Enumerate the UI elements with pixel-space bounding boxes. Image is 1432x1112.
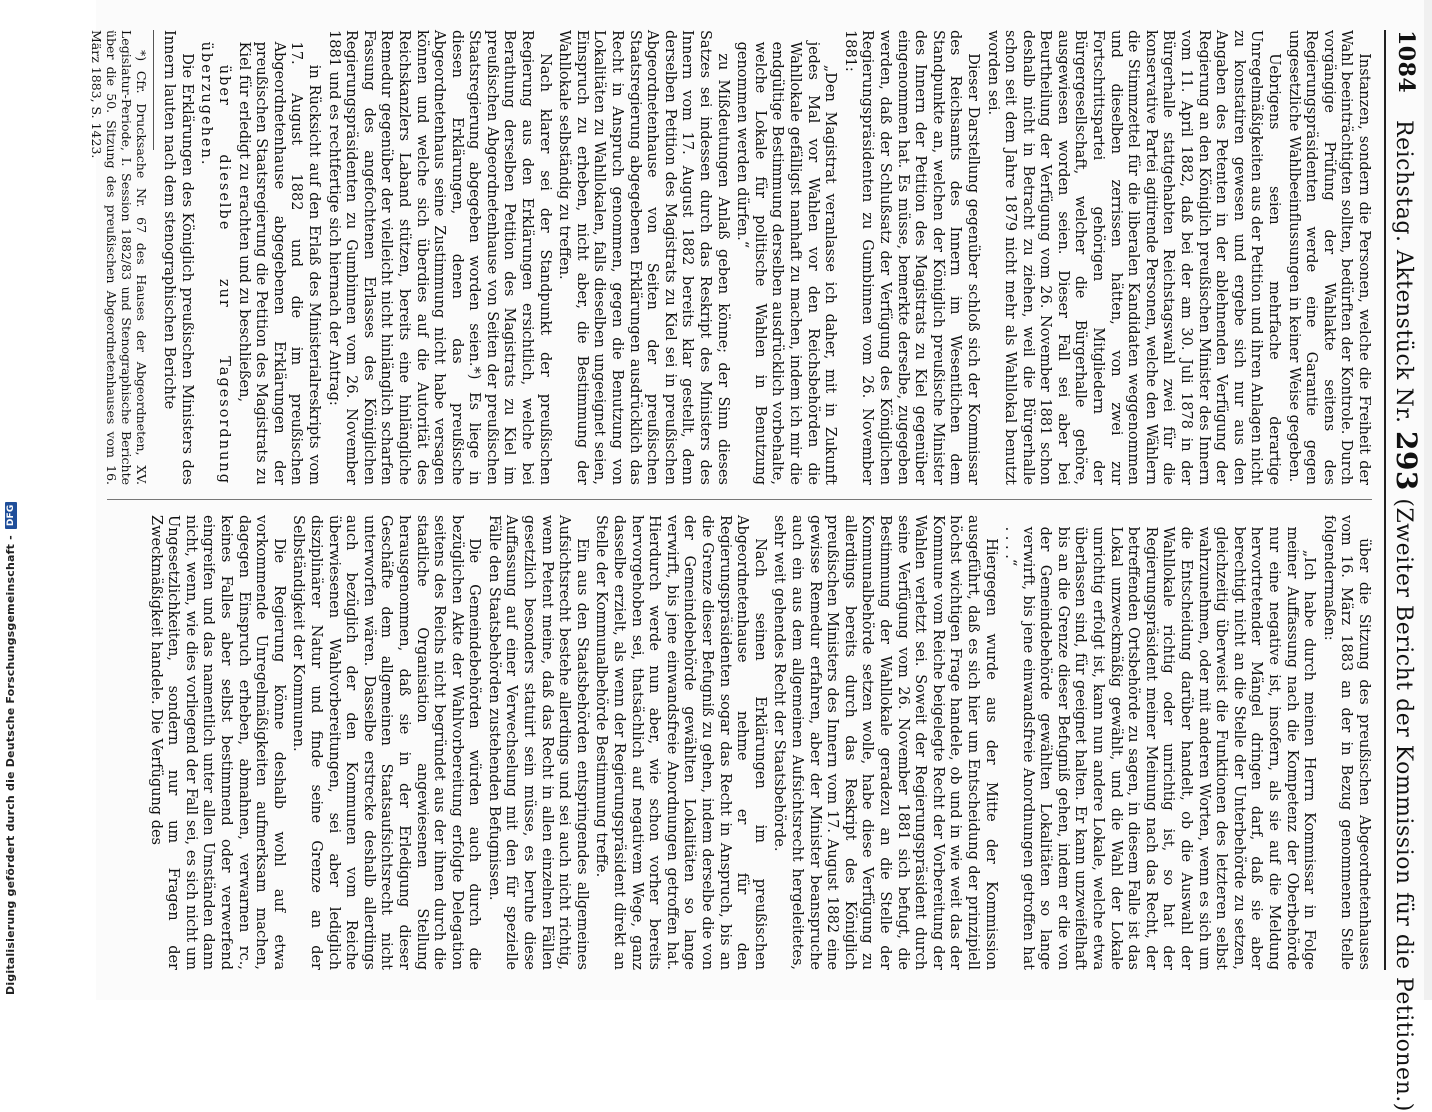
digitization-credit: [4, 502, 17, 995]
minister-quote: „Ich habe durch meinen Herrn Kommissar in Folge meiner Auffassung nach die Kompetenz der Oberbehörde nur eine negative ist, insofern, als sie auf die Meldung hervortretender Mängel dringen darf, daß sie aber berechtigt nicht an die Stelle der Unterbehörde zu setzen, gleichzeitig überweist die Funktionen des letzteren selbst wahrzunehmen, oder mit anderen Worten, wenn es sich um die Entscheidung darüber handelt, ob die Auswahl der Wahllokale richtig oder unrichtig ist, so hat der Regierungspräsident meiner Meinung nach das Recht, der betreffenden Ortsbehörde zu sagen, in diesem Falle ist das Lokal unzweckmäßig gewählt, und die Wahl der Lokale unrichtig erfolgt ist, kann nun andere Lokale, welche etwa überlassen sind, für geeignet halten. Er kann unzweifelhaft bis an die Grenze dieser Befugniß gehen, indem er die von der Gemeindebehörde gewählten Lokalitäten so lange verwirft, bis jene einwandsfreie Anordnungen getroffen hat . . . .“: [1002, 526, 1318, 970]
motion-conclusion: über dieselbe zur Tagesordnung überzugehen.: [198, 41, 232, 485]
paragraph: Hiergegen wurde aus der Mitte der Kommission ausgeführt, daß es sich hier um Entscheidung der prinzipiell höchst wichtigen Frage handele, ob und in wie weit das der Kommune vom Reiche beigelegte Recht der Vorbereitung der Wahlen verletzt sei. Soweit der Regierungspräsident durch seine Verfügung vom 26. November 1881 sich befugt, die Bestimmung der Wahllokale geradezu an die Stelle der Kommunalbehörde setzen wolle, habe diese Verfügung zu allerdings bereits durch das Reskript des Königlich preußischen Ministers des Innern vom 17. August 1882 eine gewisse Remedur erfahren, aber der Minister beanspruche auch ein aus dem allgemeinen Aufsichtsrecht hergeleitetes, sehr weit gehendes Recht der Staatsbehörde.: [771, 515, 999, 970]
paragraph: Nach klarer sei der Standpunkt der preußischen Regierung aus den Erklärungen ersichtlich, welche bei Berathung derselben Petition des Magistrats zu Kiel im preußischen Abgeordnetenhause von Seiten der preußischen Staatsregierung abgegeben worden seien.*) Es liege in diesen Erklärungen, denen das preußische Abgeordnetenhaus seine Zustimmung nicht habe versagen können und welche sich überdies auf die Autorität des Reichskanzlers Laband stützen, bereits eine hinlängliche Remedur gegenüber der vielleicht nicht hinlänglich scharfen Fassung des angefochtenen Erlasses des Königlichen Regierungspräsidenten zu Gumbinnen vom 26. November 1881 und es rechtfertige sich hiernach der Antrag:: [325, 30, 553, 485]
left-text-column: [88, 30, 1372, 485]
headline-prefix: Reichstag. Aktenstück Nr.: [1391, 120, 1416, 424]
page-header: [1384, 30, 1426, 1112]
headline-suffix: (Zweiter Bericht der Kommission für die Petitionen.): [1391, 498, 1416, 1112]
paragraph: Uebrigens seien mehrfache derartige Unregelmäßigkeiten aus der Petition und ihren Anlagen nicht zu konstatiren gewesen und ergebe sich nur aus den Angaben des Petenten in der ablehnenden Verfügung der Regierung an den Königlich preußischen Minister des Innern vom 11. April 1882, daß bei der am 30. Juli 1878 in der Bürgerhalle stattgehabten Reichstagswahl zwei für die konservative Partei agitirende Personen, welche den Wählern die Stimmzettel für die liberalen Kandidaten weggenommen und dieselben zerrissen hätten, von zwei zur Fortschrittspartei gehörigen Mitgliedern der Bürgergesellschaft, welcher die Bürgerhalle gehöre, ausgewiesen worden seien. Dieser Fall sei aber bei Beurtheilung der Verfügung vom 26. November 1881 schon deshalb nicht in Betracht zu ziehen, weil die Bürgerhalle schon seit dem Jahre 1879 nicht mehr als Wahllokal benutzt worden sei.: [984, 30, 1283, 485]
column-divider: [107, 499, 1372, 500]
paragraph: Ein aus den Staatsbehörden entspringendes allgemeines Aufsichtsrecht bestehe allerdings und sei auch nicht richtig, wenn Petent meine, daß das Recht in allen einzelnen Fällen gesetzlich besonders statuirt sein müsse, es beruhe diese Auffassung auf einer Verwechselung mit den für spezielle Fälle den Staatsbehörden zustehenden Befugnissen.: [485, 515, 590, 970]
paragraph: zu Mißdeutungen Anlaß geben könne; der Sinn dieses Satzes sei indessen durch das Reskript des Ministers des Innern vom 17. August 1882 bereits klar gestellt, denn derselben Petition des Magistrats zu Kiel sei in preußischen Abgeordnetenhause von Seiten der preußischen Staatsregierung abgegebenen Erklärungen ausdrücklich das Recht in Anspruch genommen, gegen die Benutzung von Lokalitäten zu Wahllokalen, falls dieselben ungeeignet seien, Einspruch zu erheben, nicht aber, die Bestimmung der Wahllokale selbständig zu treffen.: [556, 30, 731, 485]
page-number: 1084: [1393, 30, 1419, 94]
rotated-document-page: [88, 0, 1432, 1112]
paragraph: Die Gemeindebehörden würden auch durch die bezüglichen Akte der Wahlvorbereitung erfolgte Delegation seitens des Reichs nicht begründet aus der ihnen durch die staatliche Organisation angewiesenen Stellung herausgenommen, daß sie in der Erledigung dieser Geschäfte dem allgemeinen Staatsaufsichtsrecht nicht unterworfen wären. Dasselbe erstrecke deshalb allerdings auch bezüglich der den Kommunen vom Reiche überwiesenen Wahlvorbereitungen, sei aber lediglich disziplinärer Natur und finde seine Grenze an der Selbständigkeit der Kommunen.: [290, 515, 483, 970]
footnote-rule: [153, 30, 154, 150]
paragraph: Nach seinen Erklärungen im preußischen Abgeordnetenhause nehme er für den Regierungspräsidenten sogar das Recht in Anspruch, bis an die Grenze dieser Befugniß zu gehen, indem derselbe die von der Gemeindebehörde gewählten Lokalitäten so lange verwirft, bis jene einwandsfreie Anordnungen getroffen hat. Hierdurch werde nun aber, wie schon vorher bereits hervorgehoben sei, thatsächlich auf negativem Wege, ganz dasselbe erzielt, als wenn der Regierungspräsident direkt an Stelle der Kommunalbehörde Bestimmung treffe.: [593, 515, 768, 970]
footnote: *) Cfr. Drucksache Nr. 67 des Hauses der Abgeordneten, XV. Legislatur-Periode, I. Session 1882/83 und Stenographische Berichte über die 50. Sitzung des preußischen Abgeordnetenhauses vom 16. März 1883, S. 1423.: [88, 30, 149, 485]
paragraph: Dieser Darstellung gegenüber schloß sich der Kommissar des Reichsamts des Innern im Wesentlichen dem Standpunkte an, welchen der Königlich preußische Minister des Innern der Petition des Magistrats zu Kiel gegenüber eingenommen hat. Es müsse, bemerkte derselbe, zugegeben werden, daß der Schlußsatz der Verfügung des Königlichen Regierungspräsidenten zu Gumbinnen vom 26. November 1881:: [841, 30, 981, 485]
paragraph: Die Erklärungen des Königlich preußischen Ministers des Innern lauten nach dem stenographischen Berichte: [161, 30, 195, 485]
motion-text: in Rücksicht auf den Erlaß des Ministerialreskripts vom 17. August 1882 und die im preußischen Abgeordnetenhause abgegebenen Erklärungen der preußischen Staatsregierung die Petition des Magistrats zu Kiel für erledigt zu erachten und zu beschließen,: [235, 41, 322, 485]
quoted-order: „Den Magistrat veranlasse ich daher, mit in Zukunft jedes Mal vor Wahlen vor den Reichsbehörden die Wahllokale gefälligst namhaft zu machen, indem ich mir die endgültige Bestimmung derselben ausdrücklich vorbehalte, welche Lokale für politische Wahlen in Benutzung genommen werden dürfen.“: [734, 41, 839, 485]
running-headline: [1383, 120, 1426, 1112]
paragraph: über die Sitzung des preußischen Abgeordnetenhauses vom 16. März 1883 an der in Bezug genommenen Stelle folgendermaßen:: [1320, 515, 1372, 970]
paragraph: Die Regierung könne deshalb wohl auf etwa vorkommende Unregelmäßigkeiten aufmerksam machen, dagegen Einspruch erheben, abmahnen, verwarnen rc., keines Falles aber selbst bestimmend oder verwerfend eingreifen und das namentlich unter allen Umständen dann nicht, wenn, wie dies vorliegend der Fall sei, es sich nicht um Ungesetzlichkeiten, sondern nur um Fragen der Zweckmäßigkeit handele. Die Verfügung des: [147, 515, 287, 970]
scan-edge: [1424, 0, 1432, 1000]
credit-text: Digitalisierung gefördert durch die Deutsche Forschungsgemeinschaft -: [4, 535, 17, 995]
paragraph: Instanzen, sondern die Personen, welche die Freiheit der Wahl beeinträchtigten sollten, bedürften der Kontrole. Durch vorgängige Prüfung der Wahlakte seitens des Regierungspräsidenten werde eine Garantie gegen ungesetzliche Wahlbeeinflussungen in keiner Weise gegeben.: [1285, 30, 1372, 485]
right-text-column: [107, 515, 1372, 970]
dfg-logo: DFG: [5, 502, 17, 530]
document-number: 293: [1390, 430, 1423, 491]
